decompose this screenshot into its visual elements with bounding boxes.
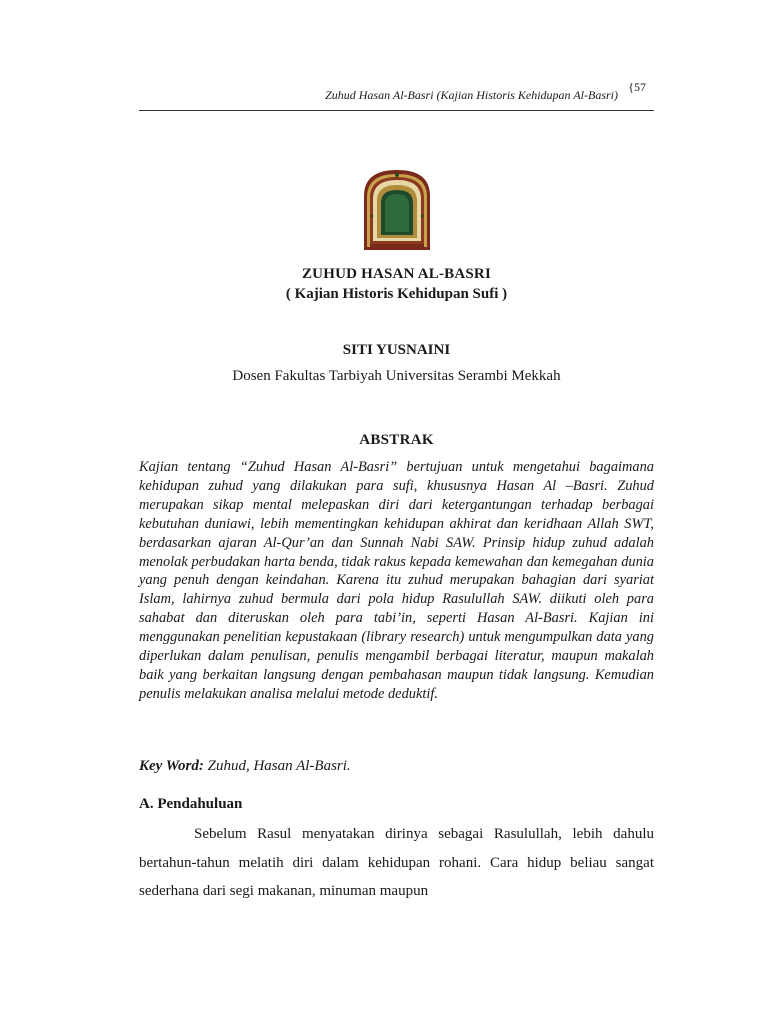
keywords	[139, 758, 654, 775]
keywords-value: Zuhud, Hasan Al-Basri.	[203, 758, 351, 774]
running-header	[139, 80, 654, 111]
keywords-label: Key Word:	[139, 758, 204, 774]
section-heading: A. Pendahuluan	[139, 796, 243, 812]
abstract-text: Kajian tentang “Zuhud Hasan Al-Basri” bertujuan untuk mengetahui bagaimana kehidupan zuhud yang dilakukan para sufi, khususnya Hasan Al –Basri. Zuhud merupakan sikap mental melepaskan diri dari ketergantungan terhadap berbagai kebutuhan duniawi, lebih mementingkan kehidupan akhirat dan keridhaan Allah SWT, berdasarkan ajaran Al-Qur’an dan Sunnah Nabi SAW. Prinsip hidup zuhud adalah menolak perbudakan harta benda, tidak rakus kepada kemewahan dan kemegahan dunia yang penuh dengan keindahan. Karena itu zuhud merupakan bahagian dari syariat Islam, lahirnya zuhud bermula dari pola hidup Rasulullah SAW. diikuti oleh para sahabat dan diteruskan oleh para tabi’in, seperti Hasan Al-Basri. Kajian ini menggunakan penelitian kepustakaan (library research) untuk mengumpulkan data yang diperlukan dalam penulisan, penulis mengambil berbagai literatur, maupun makalah baik yang berkaitan langsung dengan pembahasan maupun tidak langsung. Kemudian penulis melakukan analisa melalui metode deduktif.	[139, 459, 654, 702]
section-paragraph: Sebelum Rasul menyatakan dirinya sebagai Rasulullah, lebih dahulu bertahun-tahun melatih diri dalam kehidupan rohani. Cara hidup beliau sangat sederhana dari segi makanan, minuman maupun	[139, 826, 654, 899]
author-affiliation: Dosen Fakultas Tarbiyah Universitas Serambi Mekkah	[232, 368, 561, 384]
running-title: Zuhud Hasan Al-Basri (Kajian Historis Kehidupan Al-Basri)	[325, 88, 618, 102]
page-number: {57	[628, 80, 646, 94]
author-name: SITI YUSNAINI	[342, 342, 451, 358]
abstract-heading: ABSTRAK	[359, 432, 434, 448]
university-crest-icon	[360, 166, 434, 252]
article-title: ZUHUD HASAN AL-BASRI	[301, 266, 492, 282]
article-subtitle: ( Kajian Historis Kehidupan Sufi )	[285, 286, 508, 302]
